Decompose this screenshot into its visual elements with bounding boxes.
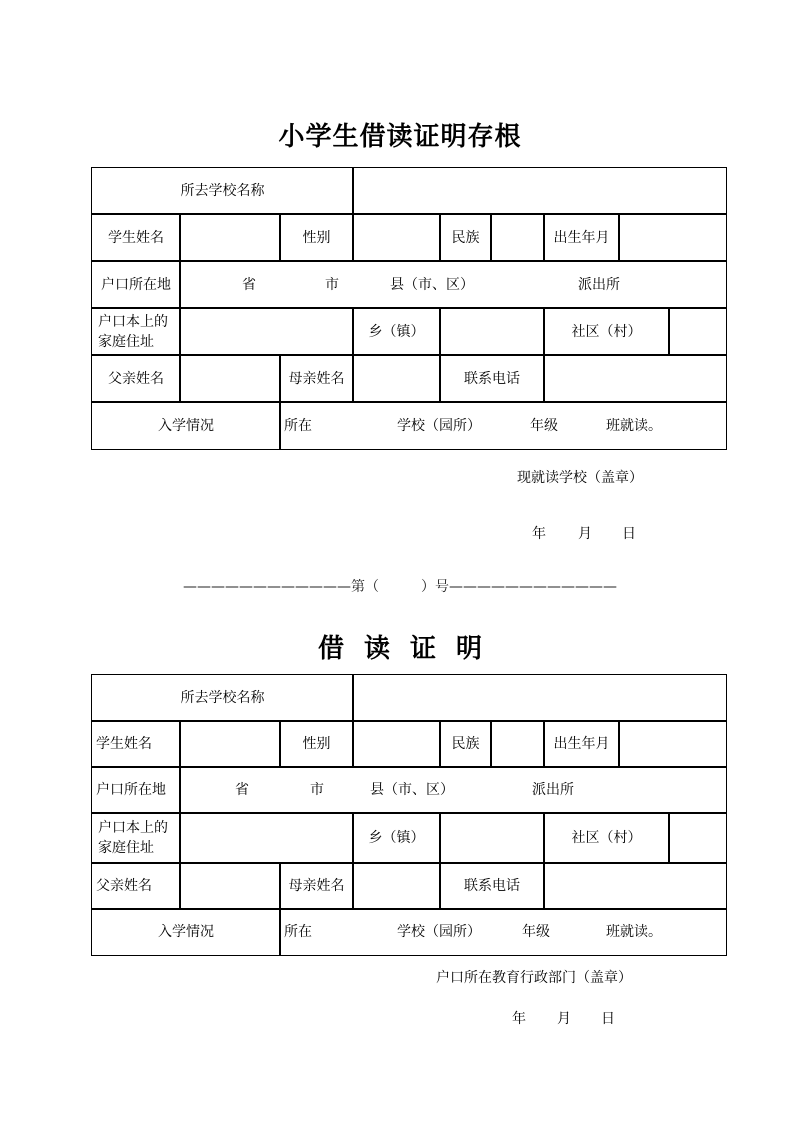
stub-father-label: 父亲姓名 <box>91 354 181 403</box>
certificate-title-char-3: 证 <box>410 634 437 664</box>
stub-mother-label: 母亲姓名 <box>279 354 354 403</box>
stub-gender-field[interactable] <box>352 213 441 262</box>
cert-student-name-label: 学生姓名 <box>91 720 181 768</box>
stub-date-month: 月 <box>578 526 592 542</box>
cert-date-year: 年 <box>512 1011 526 1027</box>
stub-address-label: 户口本上的家庭住址 <box>91 307 181 356</box>
cert-hukou-field[interactable] <box>179 766 727 814</box>
stub-stamp-text: 现就读学校（盖章） <box>517 470 643 486</box>
cut-line-separator: ————————————第（ ）号———————————— <box>183 579 617 595</box>
stub-enroll-class: 班就读。 <box>606 418 662 434</box>
cert-gender-field[interactable] <box>352 720 441 768</box>
cert-gender-label: 性别 <box>279 720 354 768</box>
stub-date-year: 年 <box>532 526 546 542</box>
certificate-title-char-2: 读 <box>363 634 390 664</box>
cert-ethnicity-field[interactable] <box>490 720 545 768</box>
stub-hukou-city: 市 <box>325 277 339 293</box>
stub-enroll-school: 学校（园所） <box>397 418 481 434</box>
cert-phone-field[interactable] <box>543 862 727 910</box>
cert-enroll-school: 学校（园所） <box>397 924 481 940</box>
stub-address-field[interactable] <box>179 307 354 356</box>
cert-stamp-text: 户口所在教育行政部门（盖章） <box>436 970 632 986</box>
stub-date-day: 日 <box>622 526 636 542</box>
stub-phone-field[interactable] <box>543 354 727 403</box>
cert-community-field[interactable] <box>668 812 727 864</box>
stub-township-field[interactable] <box>439 307 545 356</box>
stub-ethnicity-field[interactable] <box>490 213 545 262</box>
stub-hukou-label: 户口所在地 <box>91 260 181 309</box>
stub-hukou-province: 省 <box>242 277 256 293</box>
cert-phone-label: 联系电话 <box>439 862 545 910</box>
cert-father-field[interactable] <box>179 862 281 910</box>
cert-birth-field[interactable] <box>618 720 727 768</box>
stub-title: 小学生借读证明存根 <box>278 122 522 152</box>
cert-hukou-county: 县（市、区） <box>370 782 454 798</box>
stub-student-name-label: 学生姓名 <box>91 213 181 262</box>
stub-enroll-label: 入学情况 <box>91 401 281 450</box>
cert-address-field[interactable] <box>179 812 354 864</box>
cert-enroll-class: 班就读。 <box>606 924 662 940</box>
stub-hukou-police: 派出所 <box>578 277 620 293</box>
cert-mother-field[interactable] <box>352 862 441 910</box>
cert-hukou-police: 派出所 <box>532 782 574 798</box>
stub-enroll-field[interactable] <box>279 401 727 450</box>
cert-school-name-field[interactable] <box>352 674 727 722</box>
cert-enroll-field[interactable] <box>279 908 727 956</box>
cert-township-label: 乡（镇） <box>352 812 441 864</box>
cert-address-label: 户口本上的家庭住址 <box>91 812 181 864</box>
cert-date-month: 月 <box>557 1011 571 1027</box>
stub-hukou-field[interactable] <box>179 260 727 309</box>
stub-father-field[interactable] <box>179 354 281 403</box>
cert-school-name-label: 所去学校名称 <box>91 674 354 722</box>
stub-school-name-label: 所去学校名称 <box>91 167 354 215</box>
cert-birth-label: 出生年月 <box>543 720 620 768</box>
stub-student-name-field[interactable] <box>179 213 281 262</box>
stub-enroll-grade: 年级 <box>530 418 558 434</box>
stub-ethnicity-label: 民族 <box>439 213 492 262</box>
cert-date-day: 日 <box>601 1011 615 1027</box>
certificate-title-char-1: 借 <box>317 634 344 664</box>
stub-birth-label: 出生年月 <box>543 213 620 262</box>
cert-student-name-field[interactable] <box>179 720 281 768</box>
stub-phone-label: 联系电话 <box>439 354 545 403</box>
certificate-title <box>0 628 800 665</box>
cert-community-label: 社区（村） <box>543 812 670 864</box>
cert-father-label: 父亲姓名 <box>91 862 181 910</box>
stub-township-label: 乡（镇） <box>352 307 441 356</box>
stub-enroll-at: 所在 <box>284 418 312 434</box>
cert-enroll-grade: 年级 <box>522 924 550 940</box>
cert-mother-label: 母亲姓名 <box>279 862 354 910</box>
stub-birth-field[interactable] <box>618 213 727 262</box>
cert-township-field[interactable] <box>439 812 545 864</box>
certificate-title-char-4: 明 <box>456 634 483 664</box>
cert-hukou-city: 市 <box>310 782 324 798</box>
cert-enroll-label: 入学情况 <box>91 908 281 956</box>
cert-hukou-label: 户口所在地 <box>91 766 181 814</box>
stub-school-name-field[interactable] <box>352 167 727 215</box>
cert-enroll-at: 所在 <box>284 924 312 940</box>
cert-ethnicity-label: 民族 <box>439 720 492 768</box>
stub-mother-field[interactable] <box>352 354 441 403</box>
cert-hukou-province: 省 <box>235 782 249 798</box>
stub-community-label: 社区（村） <box>543 307 670 356</box>
stub-hukou-county: 县（市、区） <box>390 277 474 293</box>
stub-community-field[interactable] <box>668 307 727 356</box>
stub-gender-label: 性别 <box>279 213 354 262</box>
